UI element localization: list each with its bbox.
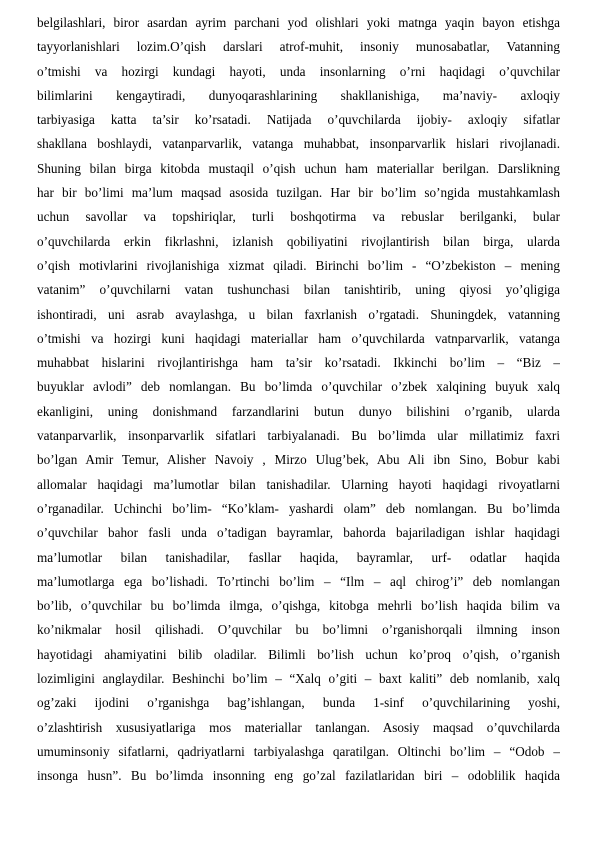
text-line: vatanparvarlik, insonparvarlik sifatlari tarbiyalanadi. Bu bo’limda ular millatimiz faxri	[37, 428, 560, 444]
text-line: har bir bo’limi ma’lum maqsad asosida tuzilgan. Har bir bo’lim so’ngida mustahkamlash	[37, 185, 560, 201]
text-line: tayyorlanishlari lozim.O’qish darslari atrof-muhit, insoniy munosabatlar, Vatanning	[37, 39, 560, 55]
text-line: uchun savollar va topshiriqlar, turli boshqotirma va rebuslar berilganki, bular	[37, 209, 560, 225]
text-line: lozimligini anglaydilar. Beshinchi bo’lim – “Xalq o’giti – baxt kaliti” deb nomlanib, xalq	[37, 671, 560, 687]
text-line: buyuklar avlodi” deb nomlangan. Bu bo’limda o’quvchilar o’zbek xalqining buyuk xalq	[37, 379, 560, 395]
text-line: o’tmishi va hozirgi kundagi hayoti, unda insonlarning o’rni haqidagi o’quvchilar	[37, 63, 560, 79]
text-line: belgilashlari, biror asardan ayrim parchani yod olishlari yoki matnga yaqin bayon etishga	[37, 15, 560, 30]
text-line: ma’lumotlar bilan tanishadilar, fasllar haqida, bayramlar, urf- odatlar haqida	[37, 549, 560, 565]
text-line: tarbiyasiga katta ta’sir ko’rsatadi. Natijada o’quvchilarda ijobiy- axloqiy sifatlar	[37, 112, 560, 128]
text-line: o’tmishi va hozirgi kuni haqidagi materiallar ham o’quvchilarda vatnparvarlik, vatanga	[37, 330, 560, 346]
text-line: insonga husn”. Bu bo’limda insonning eng go’zal fazilatlaridan biri – odoblilik haqida	[37, 768, 560, 784]
text-line: bo’lgan Amir Temur, Alisher Navoiy , Mirzo Ulug’bek, Abu Ali ibn Sino, Bobur kabi	[37, 452, 560, 468]
text-line: bilimlarini kengaytiradi, dunyoqarashlarining shakllanishiga, ma’naviy- axloqiy	[37, 87, 560, 103]
text-line: Shuning bilan birga kitobda mustaqil o’qish uchun ham materiallar berilgan. Darslikning	[37, 160, 560, 176]
text-line: ko’nikmalar hosil qilishadi. O’quvchilar bu bo’limni o’rganishorqali ilmning inson	[37, 622, 560, 638]
text-line: ma’lumotlarga ega bo’lishadi. To’rtinchi bo’lim – “Ilm – aql chirog’i” deb nomlangan	[37, 573, 560, 589]
text-line: o’qish motivlarini rivojlanishiga xizmat qiladi. Birinchi bo’lim - “O’zbekiston – mening	[37, 257, 560, 273]
text-line: hayotidagi ahamiyatini bilib oladilar. Bilimli bo’lish uchun ko’proq o’qish, o’rganish	[37, 646, 560, 662]
text-line: o’rganadilar. Uchinchi bo’lim- “Ko’klam- yashardi olam” deb nomlangan. Bu bo’limda	[37, 500, 560, 516]
text-line: o’quvchilar bahor fasli unda o’tadigan bayramlar, bahorda bajariladigan ishlar haqidagi	[37, 525, 560, 541]
body-text	[37, 11, 560, 789]
text-line: vatanim” o’quvchilarni vatan tushunchasi bilan tanishtirib, uning qiyosi yo’qligiga	[37, 282, 560, 298]
text-line: shakllana boshlaydi, vatanparvarlik, vatanga muhabbat, insonparvarlik hislari rivojlanadi.	[37, 136, 560, 152]
text-line: o’quvchilarda erkin fikrlashni, izlanish qobiliyatini rivojlantirish bilan birga, ularda	[37, 233, 560, 249]
text-line: umuminsoniy sifatlarni, qadriyatlarni tarbiyalashga qaratilgan. Oltinchi bo’lim – “Odob –	[37, 743, 560, 759]
text-line: ekanligini, uning donishmand farzandlarini butun dunyo bilishini o’rganib, ularda	[37, 403, 560, 419]
text-line: bo’lib, o’quvchilar bu bo’limda ilmga, o’qishga, kitobga mehrli bo’lish haqida bilim va	[37, 598, 560, 614]
text-line: o’zlashtirish xususiyatlariga mos materiallar tanlangan. Asosiy maqsad o’quvchilarda	[37, 719, 560, 735]
text-line: og’zaki ijodini o’rganishga bag’ishlangan, bunda 1-sinf o’quvchilarining yoshi,	[37, 695, 560, 711]
text-line: muhabbat hislarini rivojlantirishga ham ta’sir ko’rsatadi. Ikkinchi bo’lim – “Biz –	[37, 355, 560, 371]
text-line: ishontiradi, uni asrab avaylashga, u bilan faxrlanish o’rgatadi. Shuningdek, vatanning	[37, 306, 560, 322]
text-line: allomalar haqidagi ma’lumotlar bilan tanishadilar. Ularning hayoti haqidagi rivoyatlarni	[37, 476, 560, 492]
